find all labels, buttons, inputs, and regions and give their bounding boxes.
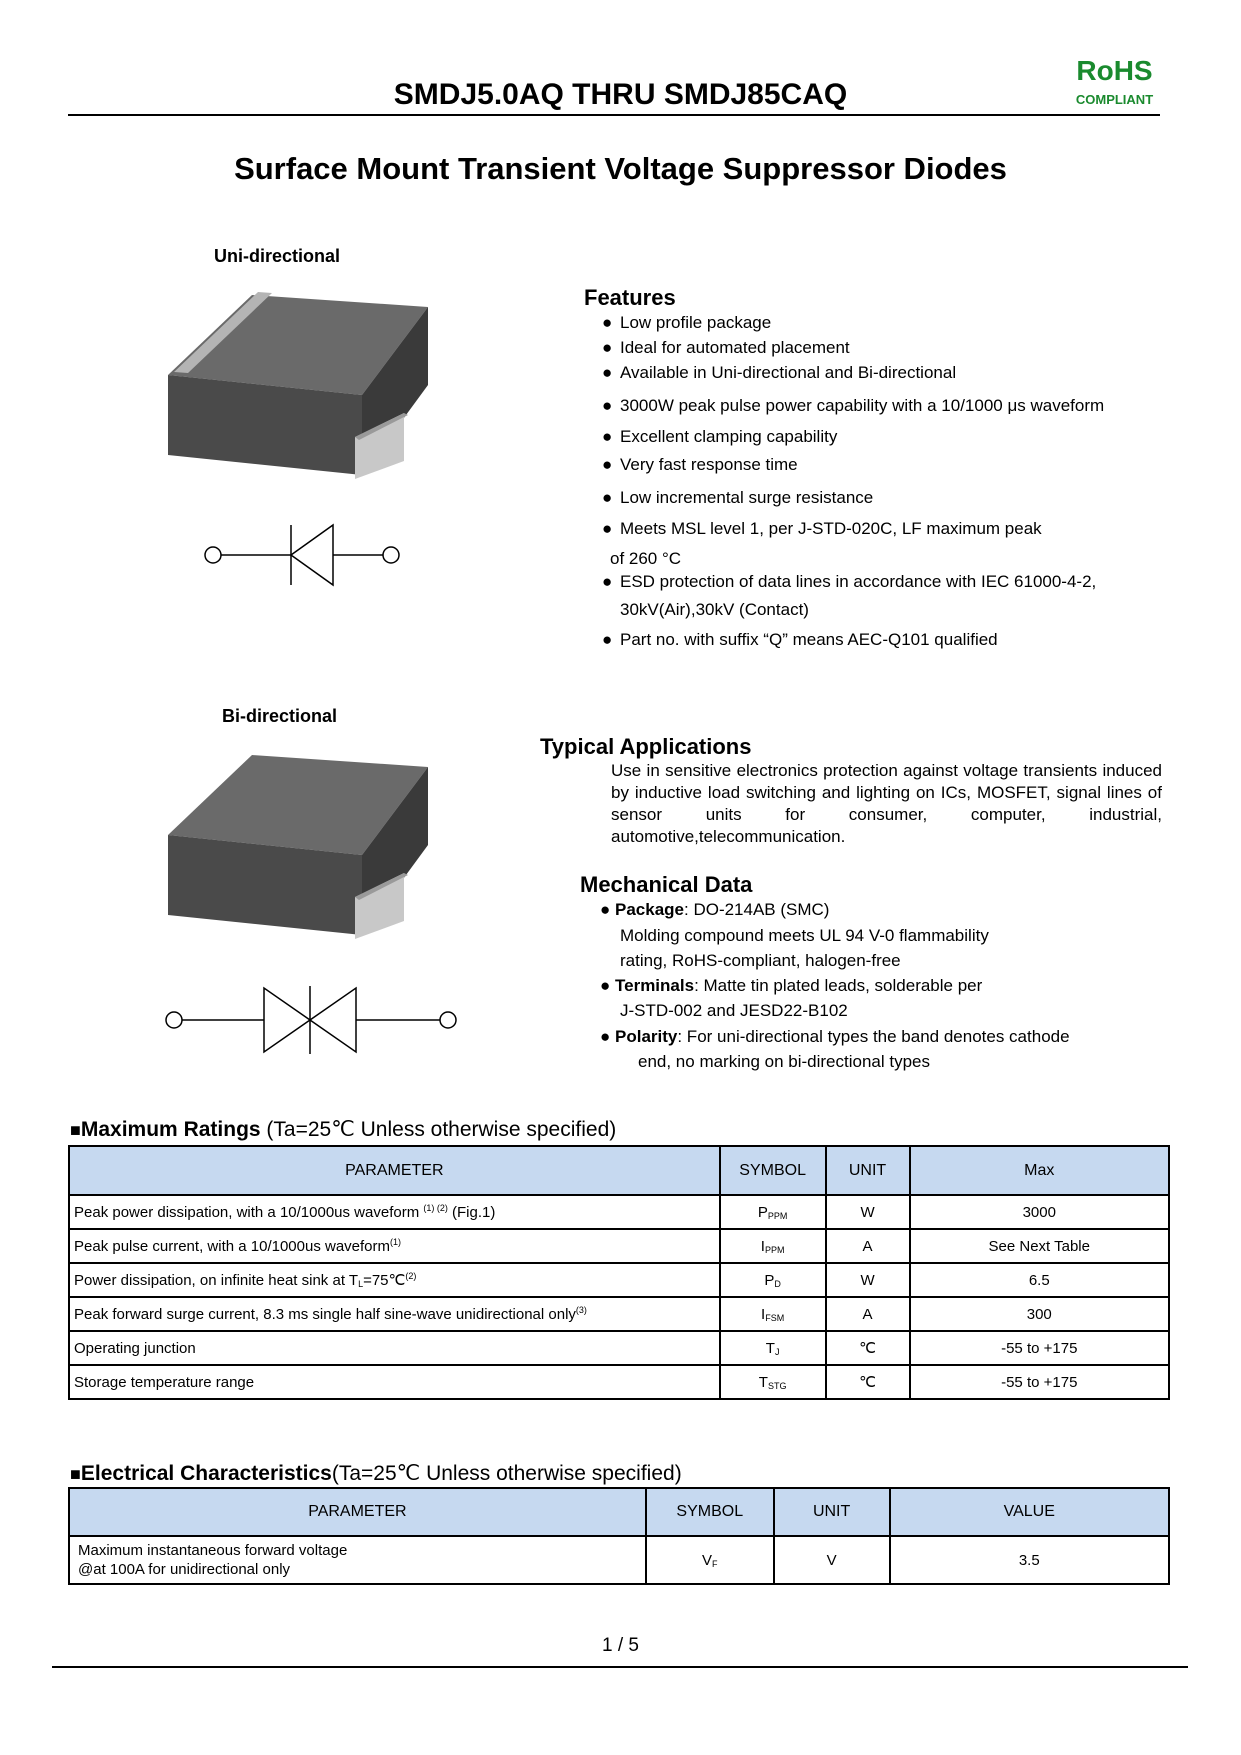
feature-item: ● Available in Uni-directional and Bi-directional: [602, 363, 957, 382]
terminal-circle: [440, 1012, 456, 1028]
unit-cell: A: [826, 1297, 910, 1331]
parameter-cell: Peak forward surge current, 8.3 ms single half sine-wave unidirectional only$^{(3)}$: [69, 1297, 720, 1331]
feature-item: ● Very fast response time: [602, 455, 798, 474]
rohs-compliant-logo: [1052, 56, 1177, 107]
terminal-circle: [166, 1012, 182, 1028]
mechanical-package-detail: rating, RoHS-compliant, halogen-free: [620, 951, 901, 970]
typical-applications-heading: Typical Applications: [540, 734, 752, 759]
uni-directional-package-image: [160, 285, 440, 485]
value-cell: 3.5: [890, 1536, 1169, 1584]
header-divider: [68, 114, 1160, 116]
feature-item: ● 3000W peak pulse power capability with a 10/1000 μs waveform: [602, 396, 1105, 415]
terminal-circle: [383, 547, 399, 563]
rohs-logo-text: RoHS: [1076, 55, 1153, 86]
mechanical-polarity-detail: end, no marking on bi-directional types: [638, 1052, 930, 1071]
parameter-cell: Power dissipation, on infinite heat sink at $T_L=75℃^{(2)}$: [69, 1263, 720, 1297]
unit-cell: ℃: [826, 1365, 910, 1399]
features-heading: Features: [584, 285, 676, 310]
symbol-cell: $T_{STG}$: [720, 1365, 826, 1399]
maximum-ratings-heading: ■Maximum Ratings (Ta=25℃ Unless otherwise specified): [70, 1118, 617, 1141]
feature-item: ● Ideal for automated placement: [602, 338, 850, 357]
parameter-cell: Peak power dissipation, with a 10/1000us waveform $^{(1) (2)}$ (Fig.1): [69, 1195, 720, 1229]
feature-item: ● Low profile package: [602, 313, 772, 332]
symbol-cell: $I_{PPM}$: [720, 1229, 826, 1263]
symbol-cell: $P_D$: [720, 1263, 826, 1297]
unit-cell: V: [774, 1536, 890, 1584]
uni-directional-label: Uni-directional: [214, 246, 341, 266]
value-cell: 3000: [910, 1195, 1170, 1229]
table-header-row: [69, 1146, 1169, 1195]
page-number: 1 / 5: [602, 1635, 639, 1656]
value-cell: 300: [910, 1297, 1170, 1331]
feature-item: ● Low incremental surge resistance: [602, 488, 874, 507]
table-row: [69, 1263, 1169, 1297]
value-cell: -55 to +175: [910, 1365, 1170, 1399]
column-header-parameter: PARAMETER: [69, 1488, 646, 1536]
table-row: [69, 1297, 1169, 1331]
table-row: [69, 1195, 1169, 1229]
diode-triangle-right: [310, 988, 356, 1052]
diode-triangle: [291, 525, 333, 585]
electrical-characteristics-heading: ■Electrical Characteristics(Ta=25℃ Unless otherwise specified): [70, 1462, 682, 1485]
rohs-logo-subtext: COMPLIANT: [1075, 92, 1154, 107]
table-row: [69, 1536, 1169, 1584]
unit-cell: A: [826, 1229, 910, 1263]
mechanical-package-line: ● Package: DO-214AB (SMC): [600, 900, 830, 919]
table-header-row: [69, 1488, 1169, 1536]
table-row: [69, 1331, 1169, 1365]
feature-item: ● Excellent clamping capability: [602, 427, 838, 446]
column-header-symbol: SYMBOL: [720, 1146, 826, 1195]
maximum-ratings-table: [68, 1145, 1170, 1400]
bi-directional-label: Bi-directional: [222, 706, 338, 726]
table-row: [69, 1365, 1169, 1399]
symbol-cell: $I_{FSM}$: [720, 1297, 826, 1331]
column-header-symbol: SYMBOL: [646, 1488, 774, 1536]
bi-directional-package-image: [160, 745, 440, 945]
document-part-range-title: SMDJ5.0AQ THRU SMDJ85CAQ: [393, 78, 848, 111]
uni-directional-diode-symbol: [196, 520, 406, 590]
symbol-cell: $T_J$: [720, 1331, 826, 1365]
bi-directional-diode-symbol: [162, 980, 472, 1060]
electrical-characteristics-table: [68, 1487, 1170, 1585]
unit-cell: W: [826, 1195, 910, 1229]
value-cell: 6.5: [910, 1263, 1170, 1297]
parameter-cell: Maximum instantaneous forward voltage @at 100A for unidirectional only: [69, 1536, 646, 1584]
parameter-cell: Peak pulse current, with a 10/1000us waveform$^{(1)}$: [69, 1229, 720, 1263]
terminal-circle: [205, 547, 221, 563]
mechanical-polarity-line: ● Polarity: For uni-directional types the band denotes cathode: [600, 1027, 1070, 1046]
value-cell: See Next Table: [910, 1229, 1170, 1263]
symbol-cell: $V_F$: [646, 1536, 774, 1584]
document-title: Surface Mount Transient Voltage Suppressor Diodes: [234, 151, 1007, 186]
column-header-unit: UNIT: [826, 1146, 910, 1195]
mechanical-package-detail: Molding compound meets UL 94 V-0 flammability: [620, 926, 989, 945]
feature-item-continuation: 30kV(Air),30kV (Contact): [620, 600, 809, 619]
column-header-value: VALUE: [890, 1488, 1169, 1536]
feature-item: ● Part no. with suffix “Q” means AEC-Q101 qualified: [602, 630, 998, 649]
typical-applications-text: Use in sensitive electronics protection against voltage transients induced by inductive load switching and lighting on ICs, MOSFET, signal lines of sensor units for consumer, computer, industrial, automotive,telecommunication.: [611, 761, 1162, 846]
mechanical-terminals-detail: J-STD-002 and JESD22-B102: [620, 1001, 848, 1020]
diode-triangle-left: [264, 988, 310, 1052]
symbol-cell: $P_{PPM}$: [720, 1195, 826, 1229]
table-row: [69, 1229, 1169, 1263]
column-header-unit: UNIT: [774, 1488, 890, 1536]
mechanical-terminals-line: ● Terminals: Matte tin plated leads, solderable per: [600, 976, 983, 995]
footer-divider: [52, 1666, 1188, 1668]
unit-cell: W: [826, 1263, 910, 1297]
parameter-cell: Operating junction: [69, 1331, 720, 1365]
parameter-cell: Storage temperature range: [69, 1365, 720, 1399]
feature-item: ● Meets MSL level 1, per J-STD-020C, LF maximum peak: [602, 519, 1042, 538]
unit-cell: ℃: [826, 1331, 910, 1365]
column-header-max: Max: [910, 1146, 1170, 1195]
feature-item-continuation: of 260 °C: [610, 549, 682, 568]
feature-item: ● ESD protection of data lines in accordance with IEC 61000-4-2,: [602, 572, 1097, 591]
value-cell: -55 to +175: [910, 1331, 1170, 1365]
column-header-parameter: PARAMETER: [69, 1146, 720, 1195]
mechanical-data-heading: Mechanical Data: [580, 872, 753, 897]
